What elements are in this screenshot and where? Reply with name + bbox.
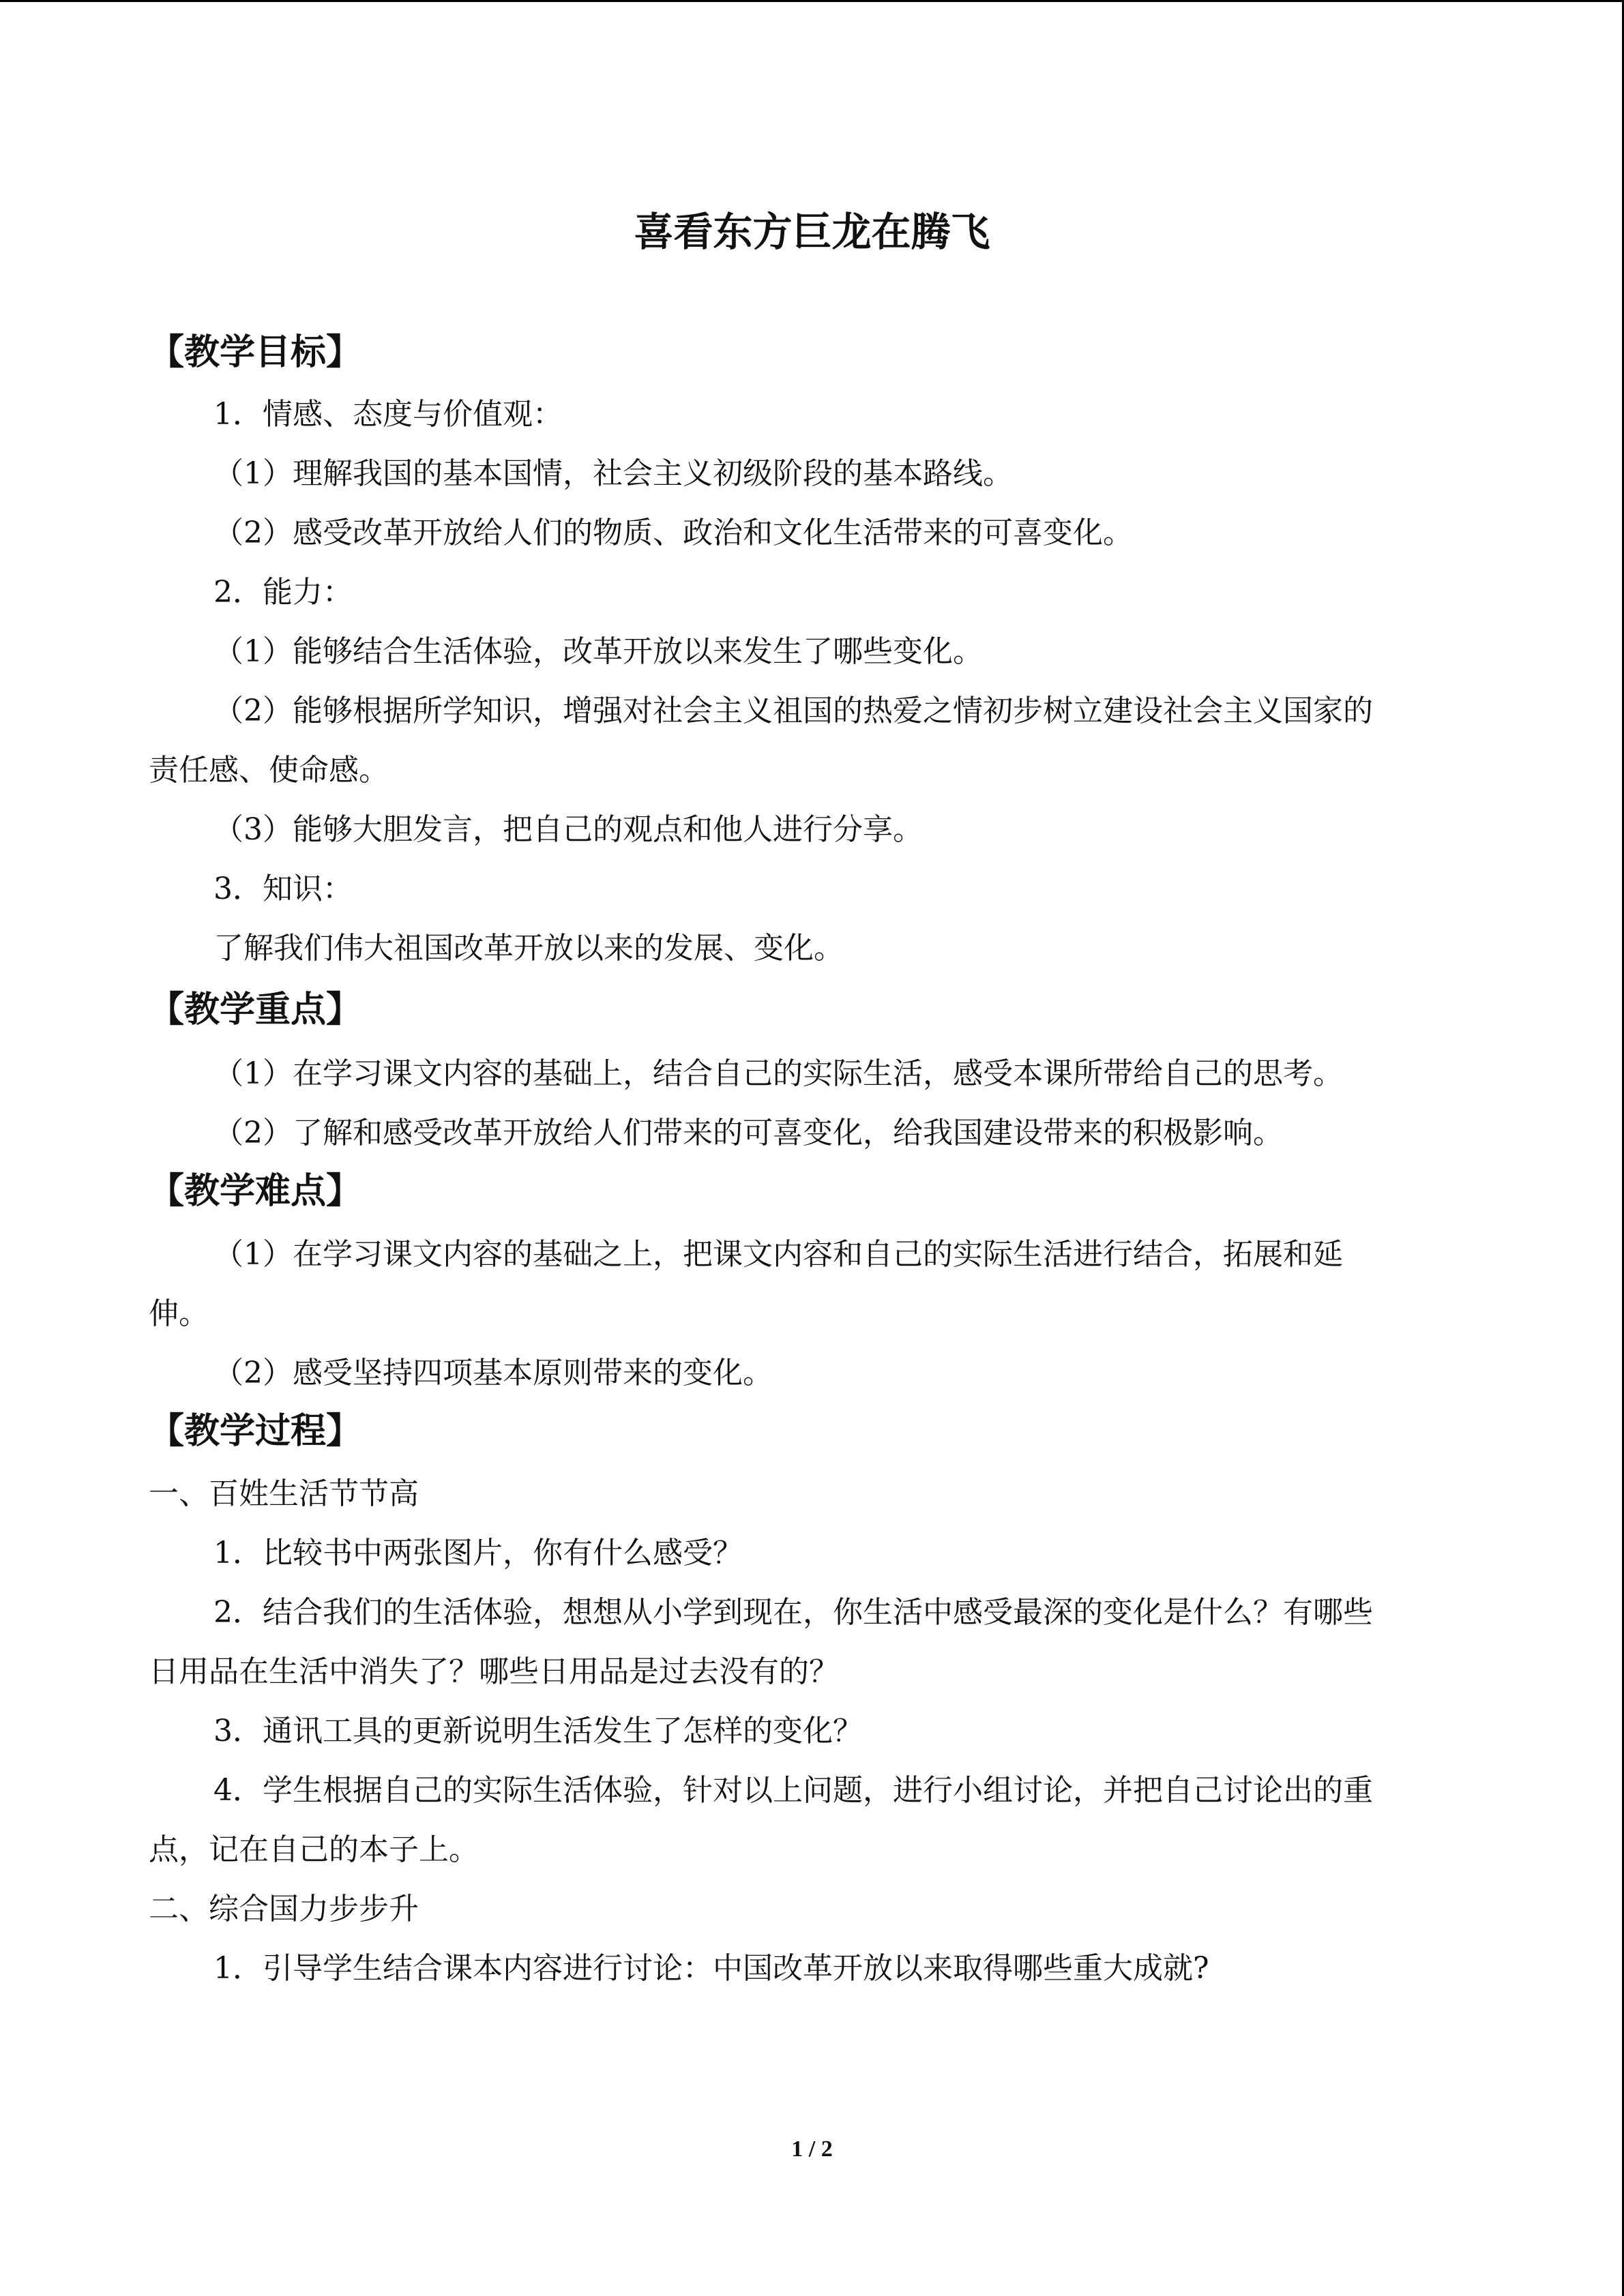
difficulty-1-line1: （1）在学习课文内容的基础之上，把课文内容和自己的实际生活进行结合，拓展和延	[213, 1237, 1343, 1272]
objective-item-3: 3．知识：	[213, 871, 353, 906]
process-part-1-item-2-line1: 2．结合我们的生活体验，想想从小学到现在，你生活中感受最深的变化是什么？有哪些	[213, 1595, 1373, 1630]
objective-item-1: 1．情感、态度与价值观：	[213, 397, 563, 432]
process-part-2: 二、综合国力步步升	[149, 1892, 419, 1926]
objective-item-3-text: 了解我们伟大祖国改革开放以来的发展、变化。	[213, 931, 844, 966]
objective-item-2-3: （3）能够大胆发言，把自己的观点和他人进行分享。	[213, 812, 923, 847]
key-point-2: （2）了解和感受改革开放给人们带来的可喜变化，给我国建设带来的积极影响。	[213, 1116, 1283, 1150]
heading-process: 【教学过程】	[149, 1411, 362, 1452]
objective-item-2: 2．能力：	[213, 575, 353, 610]
heading-difficulties: 【教学难点】	[149, 1171, 362, 1212]
process-part-1: 一、百姓生活节节高	[149, 1476, 419, 1511]
process-part-1-item-3: 3．通讯工具的更新说明生活发生了怎样的变化？	[213, 1714, 863, 1748]
process-part-1-item-4-line1: 4．学生根据自己的实际生活体验，针对以上问题，进行小组讨论，并把自己讨论出的重	[213, 1773, 1373, 1808]
heading-objectives: 【教学目标】	[149, 332, 362, 373]
page-border-top	[0, 0, 1624, 2]
difficulty-2: （2）感受坚持四项基本原则带来的变化。	[213, 1356, 773, 1390]
objective-item-2-2-line1: （2）能够根据所学知识，增强对社会主义祖国的热爱之情初步树立建设社会主义国家的	[213, 694, 1373, 728]
process-part-1-item-2-line2: 日用品在生活中消失了？哪些日用品是过去没有的？	[149, 1654, 839, 1689]
process-part-1-item-1: 1．比较书中两张图片，你有什么感受？	[213, 1536, 743, 1570]
objective-item-2-2-line2: 责任感、使命感。	[149, 753, 389, 788]
difficulty-1-line2: 伸。	[149, 1296, 209, 1331]
process-part-2-item-1: 1．引导学生结合课本内容进行讨论：中国改革开放以来取得哪些重大成就?	[213, 1951, 1209, 1986]
page-number: 1 / 2	[791, 2136, 833, 2162]
key-point-1: （1）在学习课文内容的基础上，结合自己的实际生活，感受本课所带给自己的思考。	[213, 1056, 1343, 1091]
process-part-1-item-4-line2: 点，记在自己的本子上。	[149, 1832, 479, 1867]
objective-item-2-1: （1）能够结合生活体验，改革开放以来发生了哪些变化。	[213, 634, 983, 669]
page-title: 喜看东方巨龙在腾飞	[634, 209, 990, 255]
objective-item-1-1: （1）理解我国的基本国情，社会主义初级阶段的基本路线。	[213, 456, 1013, 491]
objective-item-1-2: （2）感受改革开放给人们的物质、政治和文化生活带来的可喜变化。	[213, 516, 1133, 550]
heading-key-points: 【教学重点】	[149, 989, 362, 1030]
